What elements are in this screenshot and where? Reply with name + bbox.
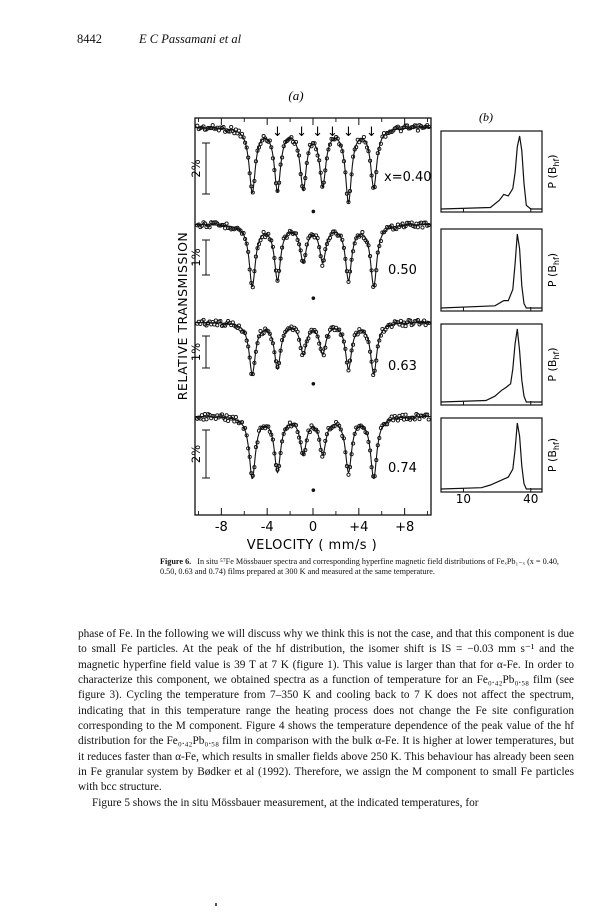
data-point <box>237 129 240 132</box>
distribution-curve <box>441 329 542 402</box>
hf-distribution-panel <box>441 131 561 506</box>
data-point <box>312 488 316 492</box>
data-point <box>312 382 316 386</box>
arrow-marker: ↓ <box>312 125 324 140</box>
data-point <box>312 210 316 214</box>
data-point <box>225 222 228 225</box>
paragraph-1: phase of Fe. In the following we will discuss why we think this is not the case, and that this component is due to small Fe particles. At the peak of the hf distribution, the isomer shift is IS = −0.03 mm s⁻¹ and the magnetic hyperfine field value is 39 T at 7 K (figure 1). This value is larger than that for α-Fe. In order to characterize this component, we obtained spectra as a function of temperature for an Fe₀.₄₂Pb₀.₅₈ film (see figure 3). Cycling the temperature from 7–350 K and cooling back to 7 K does not affect the spectrum, indicating that in this temperature range the heating process does not change the Fe site configuration corresponding to the M component. Figure 4 shows the temperature dependence of the peak value of the hf distribution for the Fe₀.₄₂Pb₀.₅₈ film in comparison with the bulk α-Fe. It is higher at lower temperatures, but it reduces faster than α-Fe, which results in smaller fields above 250 K. This behaviour has already been seen in Fe granular system by Bødker et al (1992). Therefore, we assign the M component to small Fe particles with bcc structure. <box>78 628 574 794</box>
x-tick-label: +8 <box>395 520 415 535</box>
x-tick-label: -4 <box>260 520 274 535</box>
scale-bar-label: 2% <box>189 159 203 178</box>
distribution-frame <box>441 131 542 212</box>
distribution-y-label: P $(B_{hf})$ <box>546 154 561 189</box>
data-point <box>227 419 230 422</box>
figure-labels <box>175 88 493 553</box>
distribution-curve <box>441 136 542 209</box>
caption-label: Figure 6. <box>160 557 192 566</box>
data-point <box>288 421 291 424</box>
data-point <box>259 329 262 332</box>
data-point <box>230 125 233 128</box>
data-point <box>231 321 234 324</box>
running-head: E C Passamani et al <box>139 32 242 46</box>
mossbauer-spectra-panel <box>189 118 432 535</box>
page-speck <box>215 903 217 906</box>
data-point <box>312 296 316 300</box>
distribution-frame <box>441 229 542 311</box>
data-point <box>427 418 430 421</box>
distribution-x-tick-label: 10 <box>455 492 472 506</box>
composition-label: 0.63 <box>388 359 417 374</box>
figure-caption <box>160 557 572 578</box>
arrow-marker: ↓ <box>343 125 354 140</box>
data-point <box>211 124 214 127</box>
data-point <box>361 231 364 234</box>
distribution-x-tick-label: 40 <box>523 492 539 506</box>
panel-a-label: (a) <box>288 88 304 103</box>
body-text <box>78 627 574 811</box>
x-tick-label: 0 <box>308 520 318 535</box>
distribution-y-label: P $(B_{hf})$ <box>546 347 561 382</box>
panel-b-label: (b) <box>479 110 493 124</box>
x-tick-label: +4 <box>349 520 369 535</box>
arrow-marker: ↓ <box>272 125 283 140</box>
data-point <box>418 418 421 421</box>
data-point <box>347 473 350 476</box>
data-point <box>416 129 419 132</box>
data-point <box>262 230 265 233</box>
distribution-frame <box>441 418 542 492</box>
page-number: 8442 <box>77 32 102 46</box>
paragraph-2: Figure 5 shows the in situ Mössbauer measurement, at the indicated temperatures, for <box>92 796 479 809</box>
arrow-marker: ↓ <box>365 125 377 140</box>
distribution-curve <box>441 234 542 308</box>
composition-label: x=0.40 <box>384 170 432 185</box>
data-point <box>399 319 402 322</box>
data-point <box>321 264 324 267</box>
scale-bar-label: 1% <box>189 342 203 362</box>
x-axis-label: VELOCITY ( mm/s ) <box>246 538 378 553</box>
scale-bar-label: 2% <box>189 444 203 464</box>
caption-text: In situ ⁵⁷Fe Mössbauer spectra and corresponding hyperfine magnetic field distributions of FeₓPb₁₋ₓ (x = 0.40, 0.50, 0.63 and 0.74) films prepared at 300 K and measured at the same temperature. <box>160 557 559 577</box>
data-point <box>421 226 424 229</box>
distribution-y-label: P $(B_{hf})$ <box>546 252 561 288</box>
scale-bar-label: 1% <box>189 248 203 267</box>
distribution-curve <box>441 423 542 489</box>
arrow-marker: ↓ <box>296 125 307 140</box>
x-tick-label: -8 <box>214 520 228 535</box>
composition-label: 0.50 <box>388 263 417 278</box>
data-point <box>196 124 199 127</box>
distribution-y-label: P $(B_{hf})$ <box>546 437 561 473</box>
composition-label: 0.74 <box>388 461 417 476</box>
distribution-frame <box>441 324 542 405</box>
arrow-marker: ↓ <box>327 125 338 140</box>
y-axis-label: RELATIVE TRANSMISSION <box>175 231 190 401</box>
data-point <box>225 414 228 417</box>
